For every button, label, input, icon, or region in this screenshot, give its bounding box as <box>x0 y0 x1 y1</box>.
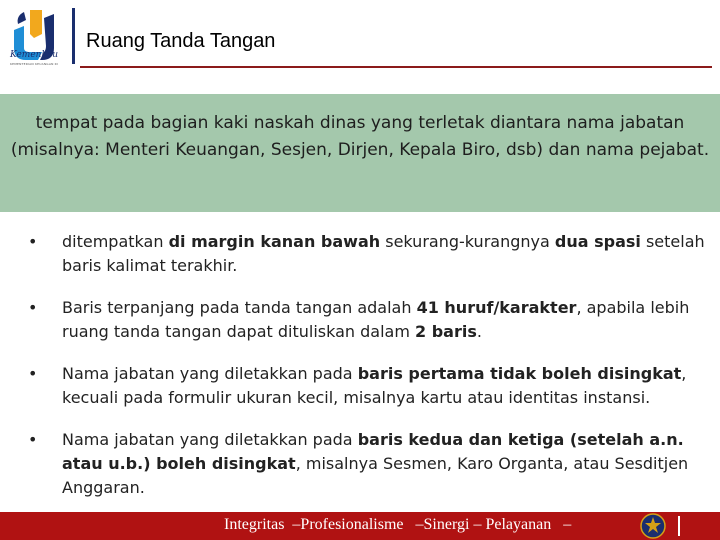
header-rule <box>80 66 712 68</box>
bullet-text: , misalnya Sesmen, Karo Organta, atau Sesditjen Anggaran. <box>62 454 689 497</box>
bullet-text: , apabila lebih ruang tanda tangan dapat dituliskan dalam <box>62 298 690 341</box>
list-item <box>28 230 708 278</box>
bullet-text: sekurang-kurangnya <box>380 232 555 251</box>
header <box>0 0 720 70</box>
bullet-bold-text: di margin kanan bawah <box>168 232 381 251</box>
logo-subtext: KEMENTERIAN KEUANGAN RI <box>10 62 59 66</box>
bullet-text: Nama jabatan yang diletakkan pada <box>62 364 358 383</box>
definition-text: tempat pada bagian kaki naskah dinas yang terletak diantara nama jabatan (misalnya: Menteri Keuangan, Sesjen, Dirjen, Kepala Biro, dsb) dan nama pejabat. <box>10 113 710 160</box>
bullet-marker: • <box>28 430 38 449</box>
page-title: Ruang Tanda Tangan <box>86 30 276 52</box>
bullet-text: . <box>476 322 482 341</box>
bullet-bold-text: baris pertama tidak boleh disingkat <box>357 364 682 383</box>
bullet-marker: • <box>28 364 38 383</box>
bullet-bold-text: 2 baris <box>415 322 477 341</box>
footer-divider <box>678 516 680 536</box>
list-item <box>28 362 708 410</box>
bullet-bold-text: dua spasi <box>554 232 641 251</box>
footer-bar <box>0 512 720 540</box>
bullet-text: , kecuali pada formulir ukuran kecil, misalnya kartu atau identitas instansi. <box>62 364 687 407</box>
list-item <box>28 296 708 344</box>
bullet-marker: • <box>28 232 38 251</box>
ministry-emblem-icon <box>640 513 666 539</box>
bullet-text: Baris terpanjang pada tanda tangan adalah <box>62 298 417 317</box>
bullet-text: Nama jabatan yang diletakkan pada <box>62 430 358 449</box>
bullet-text: ditempatkan <box>62 232 169 251</box>
bullet-marker: • <box>28 298 38 317</box>
bullet-bold-text: 41 huruf/karakter <box>416 298 577 317</box>
bullet-list <box>28 230 708 518</box>
footer-motto: Integritas –Profesionalisme –Sinergi – Pelayanan – <box>224 516 572 533</box>
header-divider <box>72 8 75 64</box>
bullet-bold-text: baris kedua dan ketiga (setelah a.n. atau u.b.) boleh disingkat <box>62 430 684 473</box>
definition-box <box>0 94 720 212</box>
bullet-text: setelah baris kalimat terakhir. <box>62 232 705 275</box>
logo-text: Kemenkeu <box>10 50 59 60</box>
list-item <box>28 428 708 500</box>
